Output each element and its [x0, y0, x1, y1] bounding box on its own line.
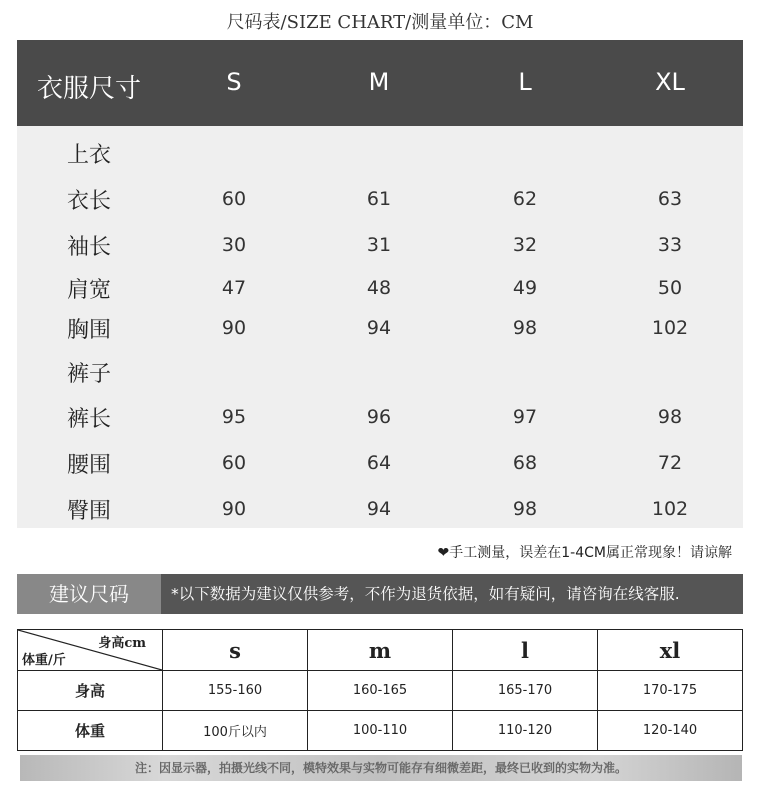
- table-row: [17, 448, 743, 488]
- measurement-note: ❤手工测量，误差在1-4CM属正常现象！请谅解: [437, 545, 732, 561]
- row-name: 臀围: [67, 499, 112, 524]
- cell-value: 47: [221, 277, 247, 299]
- row-name: 胸围: [67, 318, 112, 343]
- table-row: [17, 357, 743, 397]
- cell-value: 60: [221, 188, 247, 210]
- header-label: 衣服尺寸: [37, 74, 142, 104]
- cell-value: 120-140: [598, 711, 743, 751]
- size-col-m: M: [368, 68, 390, 96]
- row-label: 体重: [18, 711, 163, 751]
- corner-bottom-label: 体重/斤: [22, 653, 66, 668]
- cell-value: 30: [221, 234, 247, 256]
- cell-value: 49: [512, 277, 538, 299]
- cell-value: 165-170: [453, 671, 598, 711]
- cell-value: 170-175: [598, 671, 743, 711]
- cell-value: 98: [657, 406, 683, 428]
- cell-value: 94: [366, 498, 392, 520]
- row-label: 身高: [18, 671, 163, 711]
- table-row: [17, 402, 743, 442]
- table-row: [18, 671, 743, 711]
- cell-value: 48: [366, 277, 392, 299]
- rec-size-s: s: [163, 630, 308, 671]
- cell-value: 90: [221, 317, 247, 339]
- cell-value: 155-160: [163, 671, 308, 711]
- cell-value: 98: [512, 317, 538, 339]
- cell-value: 90: [221, 498, 247, 520]
- disclaimer-footer: 注：因显示器，拍摄光线不同，模特效果与实物可能存有细微差距，最终已收到的实物为准。: [20, 755, 742, 781]
- row-name: 裤长: [67, 407, 112, 432]
- cell-value: 62: [512, 188, 538, 210]
- row-name: 袖长: [67, 235, 112, 260]
- cell-value: 97: [512, 406, 538, 428]
- row-name: 上衣: [67, 143, 112, 168]
- cell-value: 94: [366, 317, 392, 339]
- cell-value: 72: [657, 452, 683, 474]
- table-row: [17, 313, 743, 353]
- table-row: [17, 230, 743, 270]
- size-chart-header: [17, 40, 743, 126]
- cell-value: 31: [366, 234, 392, 256]
- cell-value: 61: [366, 188, 392, 210]
- size-col-xl: XL: [655, 68, 685, 96]
- rec-size-m: m: [308, 630, 453, 671]
- table-row: [18, 630, 743, 671]
- cell-value: 102: [651, 498, 689, 520]
- corner-cell: [18, 630, 163, 671]
- cell-value: 95: [221, 406, 247, 428]
- table-row: [17, 184, 743, 224]
- cell-value: 50: [657, 277, 683, 299]
- recommend-text: *以下数据为建议仅供参考，不作为退货依据，如有疑问，请咨询在线客服.: [171, 585, 680, 603]
- table-row: [18, 711, 743, 751]
- recommend-banner: [17, 574, 743, 614]
- size-col-s: S: [226, 68, 242, 96]
- page-title: 尺码表/SIZE CHART/测量单位：CM: [226, 12, 534, 33]
- cell-value: 32: [512, 234, 538, 256]
- rec-size-xl: xl: [598, 630, 743, 671]
- cell-value: 160-165: [308, 671, 453, 711]
- table-row: [17, 138, 743, 178]
- corner-top-label: 身高cm: [98, 636, 146, 651]
- recommend-label: 建议尺码: [17, 574, 161, 614]
- size-col-l: L: [518, 68, 532, 96]
- row-name: 肩宽: [67, 278, 112, 303]
- row-name: 衣长: [67, 189, 112, 214]
- row-name: 裤子: [67, 362, 112, 387]
- cell-value: 68: [512, 452, 538, 474]
- cell-value: 33: [657, 234, 683, 256]
- cell-value: 102: [651, 317, 689, 339]
- cell-value: 60: [221, 452, 247, 474]
- size-chart-table: [17, 40, 743, 528]
- cell-value: 98: [512, 498, 538, 520]
- row-name: 腰围: [67, 453, 112, 478]
- cell-value: 63: [657, 188, 683, 210]
- rec-size-l: l: [453, 630, 598, 671]
- recommend-table: [17, 629, 743, 751]
- cell-value: 100斤以内: [163, 711, 308, 751]
- cell-value: 100-110: [308, 711, 453, 751]
- table-row: [17, 494, 743, 534]
- table-row: [17, 273, 743, 313]
- cell-value: 96: [366, 406, 392, 428]
- cell-value: 64: [366, 452, 392, 474]
- cell-value: 110-120: [453, 711, 598, 751]
